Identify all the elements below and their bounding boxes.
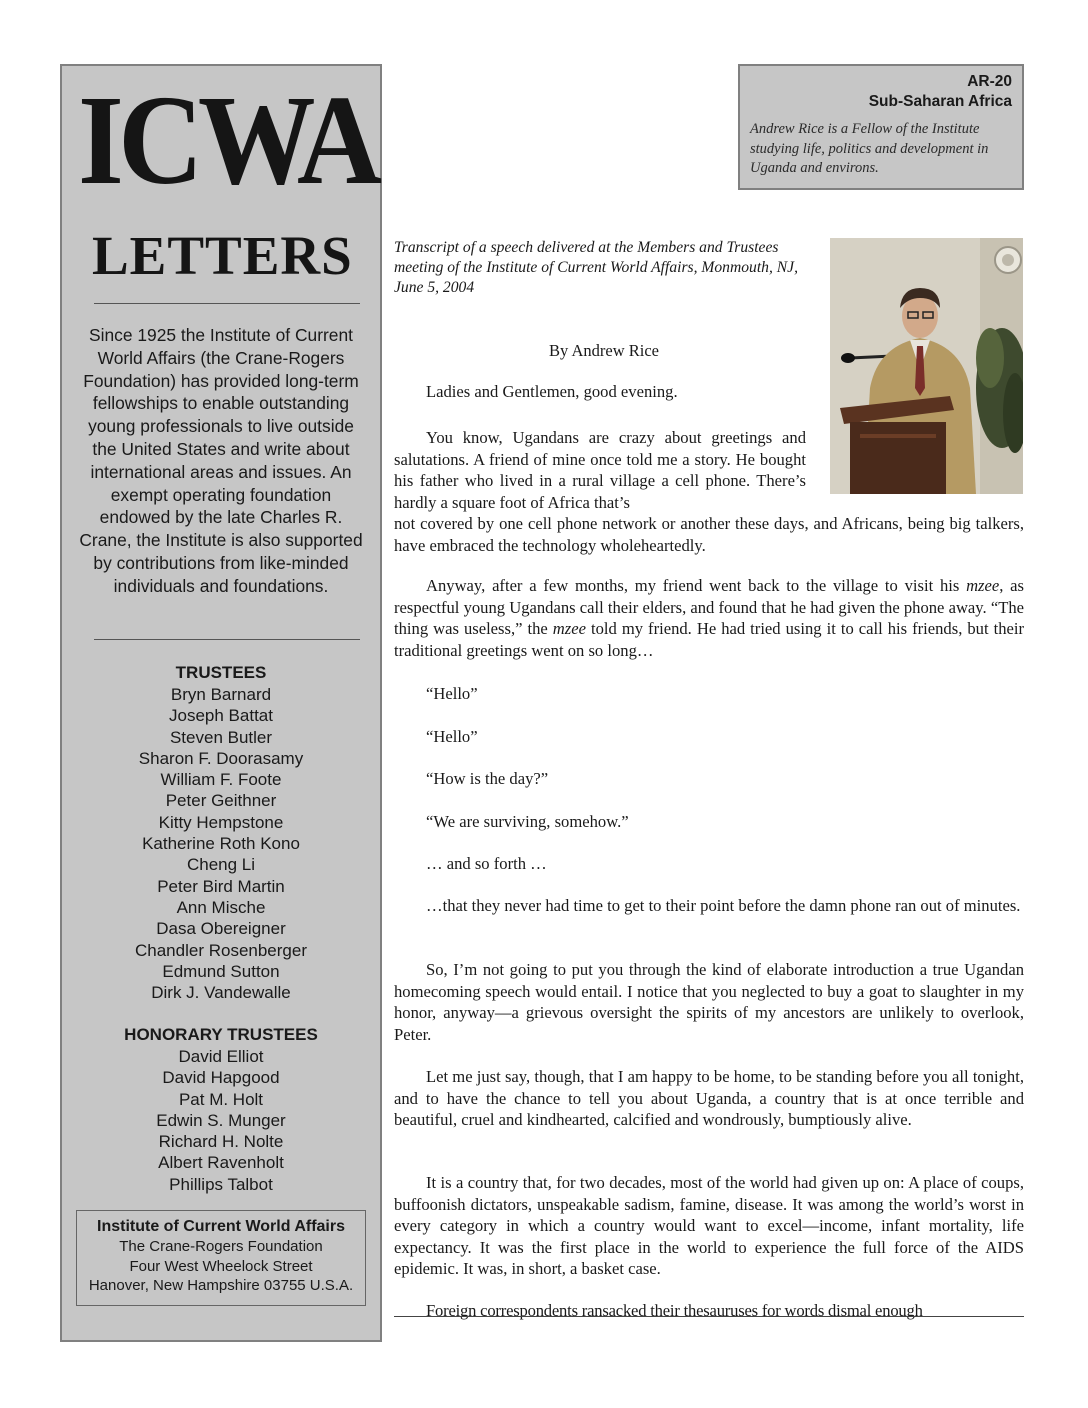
article-paragraph: “Hello” (426, 727, 478, 746)
trustee-name: Joseph Battat (169, 706, 273, 726)
page-bottom-rule (394, 1316, 1024, 1317)
article-paragraph: So, I’m not going to put you through the kind of elaborate introduction a true Ugandan homecoming speech would entail. I notice that you neglected to buy a goat to slaughter in my honor, anyway—a grievous oversight the spirits of my ancestors are unlikely to overlook, Peter. (394, 960, 1024, 1044)
trustee-name: Kitty Hempstone (158, 812, 284, 832)
transcript-note: Transcript of a speech delivered at the Members and Trustees meeting of the Institute of Current World Affairs, Monmouth, NJ, June 5, 2004 (394, 239, 798, 297)
article-paragraph: You know, Ugandans are crazy about greetings and salutations. A friend of mine once told me a story. He bought his father who lived in a rural village a cell phone. There’s hardly a square foot of Africa that’s (394, 428, 806, 512)
institute-address-box (76, 1210, 366, 1306)
trustee-name: Peter Bird Martin (157, 876, 285, 896)
honorary-trustee-name: Pat M. Holt (178, 1089, 264, 1109)
region-label: Sub-Saharan Africa (868, 93, 1012, 110)
fellow-info-box (738, 64, 1024, 190)
trustee-name: Bryn Barnard (170, 685, 272, 704)
address-line: The Crane-Rogers Foundation (119, 1238, 323, 1255)
honorary-trustee-name: Richard H. Nolte (158, 1132, 284, 1152)
honorary-trustee-name: Albert Ravenholt (158, 1153, 284, 1173)
byline: By Andrew Rice (549, 341, 659, 360)
honorary-trustee-name: Phillips Talbot (169, 1174, 273, 1194)
article-paragraph: “Hello” (426, 684, 478, 703)
fellow-description: Andrew Rice is a Fellow of the Institute studying life, politics and development in Uganda and environs. (750, 121, 989, 176)
article-paragraph: “How is the day?” (426, 769, 549, 788)
letters-title: LETTERS (92, 225, 353, 286)
trustee-name: Chandler Rosenberger (135, 940, 307, 960)
sidebar (60, 64, 382, 1342)
article-paragraph: Let me just say, though, that I am happy to be home, to be standing before you all tonight, and to have the chance to tell you about Uganda, a country that is at once terrible and beautiful, cruel and kindhearted, calcified and wondrously, bumptiously alive. (394, 1067, 1024, 1130)
article-paragraph: “We are surviving, somehow.” (426, 812, 629, 831)
article-paragraph: Foreign correspondents ransacked their thesauruses for words dismal enough (426, 1301, 923, 1320)
trustee-name: Peter Geithner (165, 791, 277, 811)
institute-description: Since 1925 the Institute of Current World Affairs (the Crane-Rogers Foundation) has provided long-term fellowships to enable outstanding young professionals to live outside the United States and write about international areas and issues. An exempt operating foundation endowed by the late Charles R. Crane, the Institute is also supported by contributions from like-minded individuals and foundations. (79, 325, 363, 596)
trustee-name: Ann Mische (176, 897, 266, 917)
honorary-trustee-name: David Hapgood (162, 1068, 280, 1088)
divider (94, 639, 360, 640)
icwa-logo: ICWA (78, 69, 377, 211)
trustee-name: Edmund Sutton (162, 961, 280, 981)
honorary-trustee-name: Edwin S. Munger (156, 1110, 286, 1130)
trustee-name: Katherine Roth Kono (142, 834, 300, 854)
trustees-list (76, 684, 366, 1003)
article-paragraph-text: Anyway, after a few months, my friend went back to the village to visit his mzee, as respectful young Ugandans call their elders, and found that he had given the phone away. “The thing was useless,” the mzee told my friend. He had tried using it to call his friends, but their traditional greetings went on so long… (394, 576, 1024, 660)
address-line: Hanover, New Hampshire 03755 U.S.A. (88, 1277, 354, 1295)
institute-name: Institute of Current World Affairs (97, 1218, 345, 1235)
article-paragraph: It is a country that, for two decades, most of the world had given up on: A place of coups, buffoonish dictators, unspeakable sadism, famine, disease. It was among the world’s worst in every category in which a country would want to excel—income, infant mortality, life expectancy. It was the first place in the world to experience the full force of the AIDS epidemic. It was, in short, a basket case. (394, 1173, 1024, 1279)
trustee-name: Dirk J. Vandewalle (151, 983, 291, 1003)
trustee-name: Sharon F. Doorasamy (138, 748, 304, 768)
trustees-heading: TRUSTEES (175, 663, 267, 682)
trustee-name: Dasa Obereigner (156, 919, 286, 939)
article-paragraph (394, 575, 1024, 661)
article-paragraph: … and so forth … (426, 854, 547, 873)
honorary-trustees-list (76, 1046, 366, 1195)
letter-code: AR-20 (967, 73, 1012, 90)
trustee-name: Cheng Li (186, 855, 256, 875)
article-paragraph: not covered by one cell phone network or another these days, and Africans, being big talkers, have embraced the technology wholeheartedly. (394, 514, 1024, 555)
trustee-name: Steven Butler (169, 727, 273, 747)
honorary-trustees-heading: HONORARY TRUSTEES (124, 1025, 318, 1044)
article-paragraph: Ladies and Gentlemen, good evening. (426, 382, 678, 401)
trustee-name: William F. Foote (160, 770, 282, 790)
article-paragraph: …that they never had time to get to their point before the damn phone ran out of minutes. (426, 896, 1021, 915)
address-line: Four West Wheelock Street (129, 1257, 313, 1275)
speaker-photo-illustration (830, 238, 1023, 494)
speaker-photo (830, 238, 1023, 494)
divider (94, 303, 360, 304)
honorary-trustee-name: David Elliot (178, 1047, 264, 1066)
